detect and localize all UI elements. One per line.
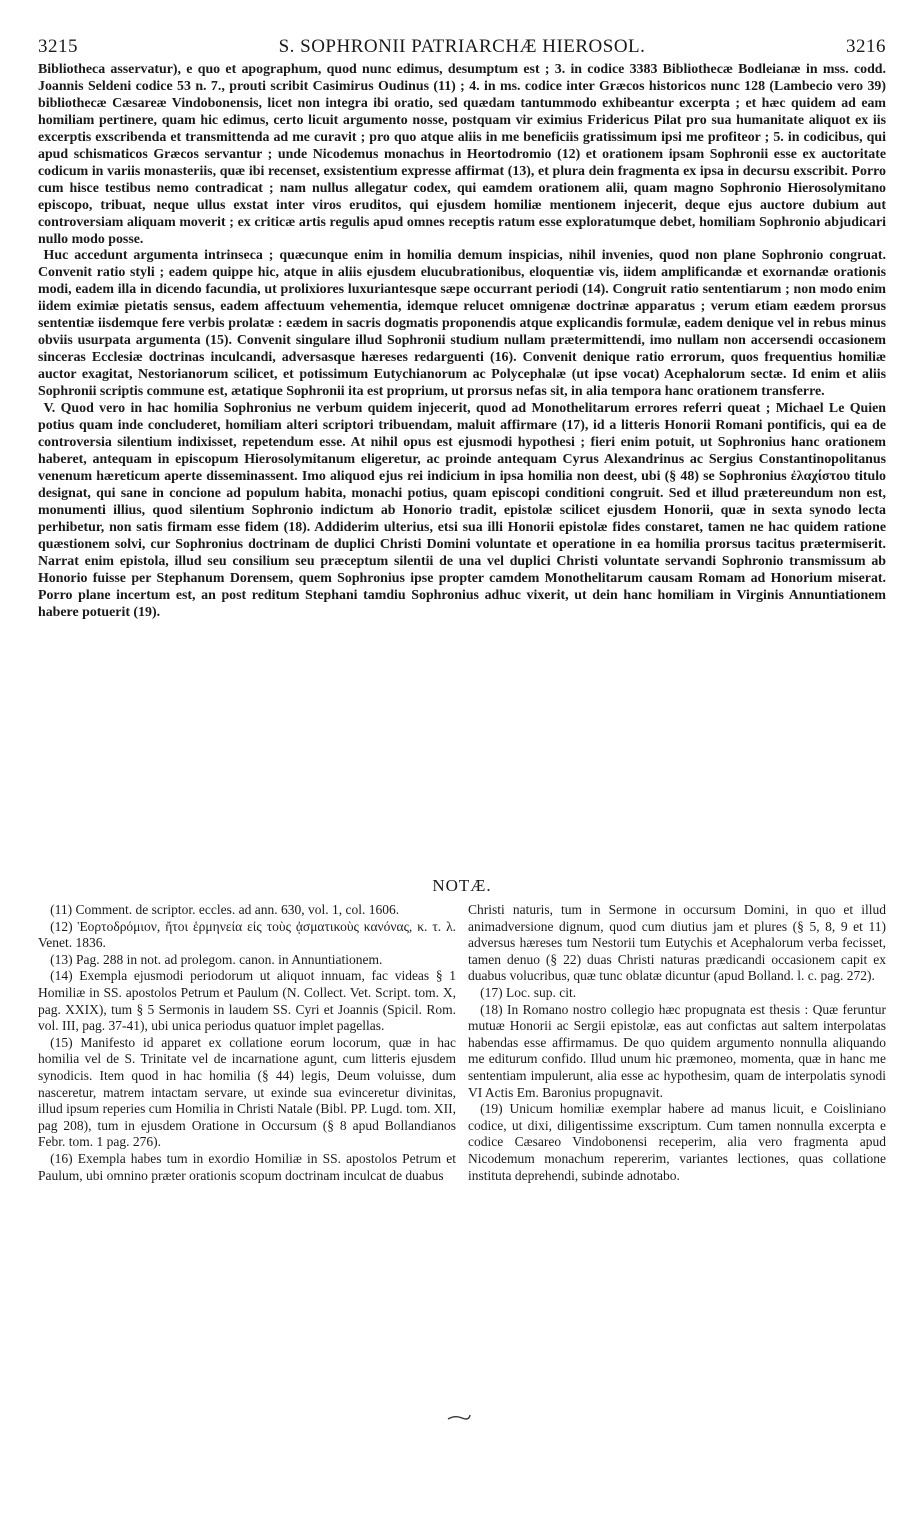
footnotes	[38, 902, 886, 1362]
paragraph-1: Bibliotheca asservatur), e quo et apographum, quod nunc edimus, desumptum est ; 3. in codice 3383 Bibliothecæ Bodleianæ in mss. codd. Joannis Seldeni codice 53 n. 7., prouti scribit Casimirus Oudinus (11) ; 4. in ms. codice inter Græcos historicos nunc 128 (Lambecio vero 39) bibliothecæ Cæsareæ Vindobonensis, licet non integra ibi oratio, sed quædam tantummodo exhibeantur excerpta ; et hæc quidem ad eam homiliam pertinere, quam hic edimus, certo licuit argumento nosse, postquam vir eximius Fridericus Pilat pro sua humanitate aliquot ex iis excerptis exscribenda et transmittenda ad me curavit ; pro quo atque aliis in me beneficiis gratissimum ipsi me profiteor ; 5. in codicibus, qui apud schismaticos Græcos servantur ; unde Nicodemus monachus in Heortodromio (12) et orationem ipsam Sophronii esse ex auctoritate codicum in variis monasteriis, quæ ibi recenset, exsistentium expresse affirmat (13), et plura dein fragmenta ex ipsa in decursu exscribit. Porro cum hisce testibus nemo contradicat ; nam nullus allegatur codex, qui eamdem orationem alii, quam magno Sophronio Hierosolymitano episcopo, tribuat, neque ullus exstat inter viros eruditos, qui ejusdem homiliæ mentionem injecerit, deque ejus auctore dubium aut controversiam aliquam moverit ; ex criticæ artis regulis apud omnes receptis ratum esse exploratumque debet, homiliam Sophronio abjudicari nullo modo posse.	[38, 62, 886, 247]
footnote-15: (15) Manifesto id apparet ex collatione eorum locorum, quæ in hac homilia vel de S. Trinitate vel de incarnatione agunt, cum litteris ejusdem synodicis. Item quod in hac homilia (§ 44) legis, Deum voluisse, dum nasceretur, matrem intactam servare, ut exinde sua evinceretur divinitas, illud ipsum reperies cum Homilia in Christi Natale (Bibl. PP. Lugd. tom. XII, pag 208), tum in ejusdem Oratione in Occursum (§ 8 apud Bollandianos Febr. tom. 1 pag. 276).	[38, 1034, 456, 1150]
page-number-right: 3216	[846, 36, 886, 57]
footnote-14: (14) Exempla ejusmodi periodorum ut aliquot innuam, fac videas § 1 Homiliæ in SS. apostolos Petrum et Paulum (N. Collect. Vet. Script. tom. X, pag. XXIX), tum § 5 Sermonis in laudem SS. Cyri et Joannis (Spicil. Rom. vol. III, pag. 37-41), ubi unica periodus quatuor implet pagellas.	[38, 968, 456, 1034]
footnote-13: (13) Pag. 288 in not. ad prolegom. canon. in Annuntiationem.	[50, 951, 383, 967]
footnote-19: (19) Unicum homiliæ exemplar habere ad manus licuit, e Coisliniano codice, ut dixi, diligentissime exscriptum. Cum tamen nonnulla excerpta e codice Cæsareo Vindobonensi receperim, alia vero fragmenta apud Nicodemum monachum repererim, variantes lectiones, quas collatione instituta deprehendi, subinde adnotabo.	[468, 1101, 886, 1183]
running-header	[38, 36, 886, 62]
footnote-16: (16) Exempla habes tum in exordio Homiliæ in SS. apostolos Petrum et Paulum, ubi omnino præter orationis scopum doctrinam inculcat de duabus	[38, 1150, 456, 1183]
footnote-18: (18) In Romano nostro collegio hæc propugnata est thesis : Quæ feruntur mutuæ Honorii ac Sergii epistolæ, eas aut confictas aut saltem interpolatas habendas esse affirmamus. De quo quidem argumento nonnulla aliquando me editurum confido. Illud unum hic præmoneo, momenta, quæ in hanc me sententiam impulerunt, alia esse ac hypothesim, quam de interpolatis synodi VI Actis Em. Baronius propugnavit.	[468, 1001, 886, 1100]
footnote-11: (11) Comment. de scriptor. eccles. ad ann. 630, vol. 1, col. 1606.	[50, 902, 400, 917]
footnote-12: (12) Ἑορτοδρόμιον, ἤτοι ἑρμηνεία εἰς τοὺς ᾀσματικοὺς κανόνας, κ. τ. λ. Venet. 1836.	[38, 918, 456, 951]
printer-ornament-icon	[446, 1412, 472, 1422]
footnote-17: (17) Loc. sup. cit.	[480, 984, 577, 1000]
notes-heading: NOTÆ.	[432, 876, 492, 895]
page-number-left: 3215	[38, 36, 78, 57]
main-text	[38, 62, 886, 870]
running-title: S. SOPHRONII PATRIARCHÆ HIEROSOL.	[278, 36, 646, 57]
footnotes-right-column	[468, 902, 886, 1362]
footnotes-left-column	[38, 902, 456, 1362]
paragraph-3: V. Quod vero in hac homilia Sophronius ne verbum quidem injecerit, quod ad Monothelitarum errores referri queat ; Michael Le Quien potius quam inde concluderet, homiliam alteri scriptori tribuendam, maluit affirmare (17), id a litteris Honorii Romani pontificis, qui ea de controversia silentium indixisset, repetendum esse. At nihil opus est ejusmodi hypothesi ; fieri enim potuit, ut Sophronius hanc orationem haberet, antequam in episcopum Hierosolymitanum eligeretur, ac proinde antequam Cyrus Alexandrinus ac Sergius Constantinopolitanus venenum hæreticum aperte disseminassent. Imo aliquod ejus rei indicium in ipsa homilia non deest, ubi (§ 48) se Sophronius ἐλαχίστου titulo designat, qui sane in concione ad populum habita, monachi potius, quam episcopi conditioni congruit. Sed et illud prætereundum non est, monumenti illius, quod silentium Sophronio indictum ab Honorio tradit, epistolæ scilicet ejusdem Honorii, quæ in sexta synodo lecta perhibetur, non satis firmam esse fidem (18). Addiderim ulterius, etsi sua illi Honorii epistolæ fides constaret, tamen ne hac quidem ratione quæstionem solvi, cur Sophronius doctrinam de duplici Christi Domini voluntate et operatione in ea homilia prorsus tacitus prætermiserit. Narrat enim epistola, illud seu consilium seu præceptum silentii de una vel duplici Christi voluntate servandi Sophronio transmissum ab Honorio fuisse per Stephanum Dorensem, quem Sophronius ipse propter camdem Monothelitarum causam Romam ad Honorium miserat. Porro plane incertum est, an post reditum Stephani tamdiu Sophronius adhuc vixerit, ut dein hanc homiliam in Virginis Annuntiationem habere potuerit (19).	[38, 401, 886, 620]
footnote-16-continued: Christi naturis, tum in Sermone in occursum Domini, in quo et illud animadversione dignum, quod cum diutius jam et plures (§ 5, 8, 9 et 11) adversus hæreses tum Nestorii tum Eutychis et Acephalorum verba fecisset, tamen denuo (§ 22) duas Christi naturas prædicandi occasionem capit ex duabus volucribus, quæ tunc oblatæ dicuntur (apud Bolland. l. c. pag. 272).	[468, 902, 886, 984]
paragraph-2: Huc accedunt argumenta intrinseca ; quæcunque enim in homilia demum inspicias, nihil invenies, quod non plane Sophronio congruat. Convenit ratio styli ; eadem quippe hic, atque in aliis ejusdem elucubrationibus, eloquentiæ vis, iidem amplificandæ et exornandæ orationis modi, eadem illa in dicendo facundia, ut prolixiores luxuriantesque sæpe occurrant periodi (14). Congruit ratio sententiarum ; non modo enim iidem eximiæ pietatis sensus, eadem affectuum vehementia, idemque relucet omnigenæ doctrinæ apparatus ; verum etiam eædem prorsus sententiæ iisdemque fere verbis prolatæ : eædem in sacris dogmatis proponendis atque explicandis formulæ, eadem denique vel in rebus minus obviis usurpata argumenta (15). Convenit singulare illud Sophronii studium nullam prætermittendi, imo nullam non accersendi occasionem sinceras Ecclesiæ doctrinas inculcandi, adversasque hæreses redarguenti (16). Convenit denique ratio errorum, quos frequentius homiliæ auctor exagitat, Nestorianorum scilicet, et potissimum Eutychianorum ac Polycephalæ (ut ipse vocat) Acephalorum sectæ. Id enim et aliis Sophronii scriptis commune est, ætatique Sophronii ita est proprium, ut prorsus nefas sit, in alia tempora hanc orationem transferre.	[38, 248, 886, 400]
